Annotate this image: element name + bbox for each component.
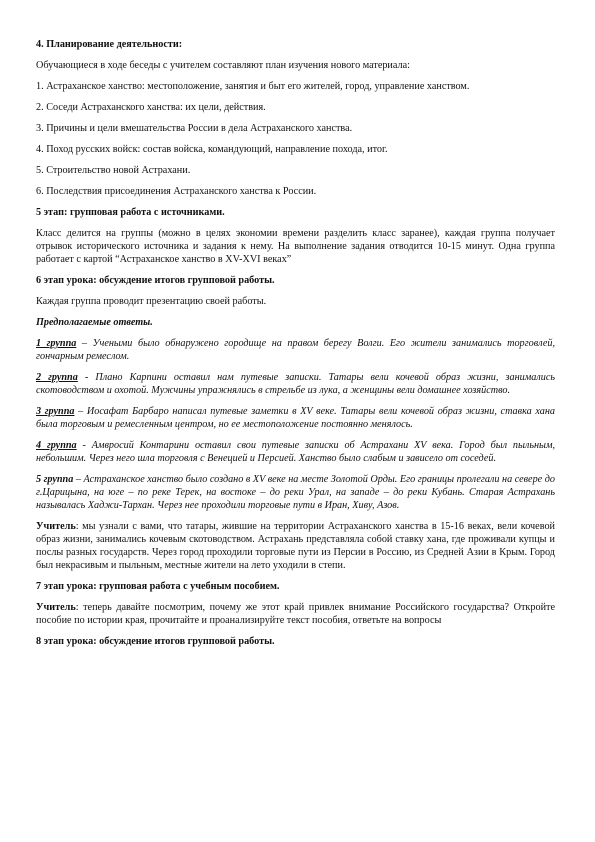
- group-label: 4 группа: [36, 440, 77, 451]
- plan-item-4: 4. Поход русских войск: состав войска, командующий, направление похода, итог.: [36, 144, 388, 155]
- teacher-remark-text: : теперь давайте посмотрим, почему же этот край привлек внимание Российского государства? Откройте пособие по истории края, прочитайте и проанализируйте текст пособия, ответьте на вопросы: [36, 602, 555, 626]
- group-label: 1 группа: [36, 338, 77, 349]
- group-label: 3 группа: [36, 406, 75, 417]
- group-answer-1: [36, 337, 555, 363]
- group-label: 5 группа: [36, 474, 74, 485]
- stage4-intro: Обучающиеся в ходе беседы с учителем составляют план изучения нового материала:: [36, 60, 410, 71]
- plan-item-3: 3. Причины и цели вмешательства России в дела Астраханского ханства.: [36, 123, 353, 134]
- stage5-text: Класс делится на группы (можно в целях экономии времени разделить класс заранее), каждая группа получает отрывок исторического источника и задания к нему. На выполнение задания отводится 10-15 минут. Одна группа работает с картой “Астраханское ханство в XV-XVI веках”: [36, 228, 555, 265]
- group-answer-text: – Учеными было обнаружено городище на правом берегу Волги. Его жители занимались торговлей, гончарным ремеслом.: [36, 338, 555, 362]
- group-answer-5: [36, 473, 555, 512]
- teacher-label: Учитель: [36, 521, 76, 532]
- stage6-text: Каждая группа проводит презентацию своей работы.: [36, 296, 267, 307]
- group-answer-text: - Амвросий Контарини оставил свои путевые записки об Астрахани XV века. Город был пыльным, небольшим. Через него шла торговля с Венецией и Персией. Ханство было слабым и зависело от соседей.: [36, 440, 555, 464]
- group-label: 2 группа: [36, 372, 78, 383]
- stage8-heading: 8 этап урока: обсуждение итогов групповой работы.: [36, 636, 275, 647]
- plan-item-2: 2. Соседи Астраханского ханства: их цели, действия.: [36, 102, 266, 113]
- group-answer-text: – Иосафат Барбаро написал путевые заметки в XV веке. Татары вели кочевой образ жизни, ставка хана была торговым и ремесленным центром, но ее местоположение постоянно менялось.: [36, 406, 555, 430]
- plan-item-5: 5. Строительство новой Астрахани.: [36, 165, 191, 176]
- group-answer-4: [36, 439, 555, 465]
- stage6-heading: 6 этап урока: обсуждение итогов групповой работы.: [36, 275, 275, 286]
- stage7-heading: 7 этап урока: групповая работа с учебным пособием.: [36, 581, 280, 592]
- group-answer-3: [36, 405, 555, 431]
- group-answer-text: – Астраханское ханство было создано в XV веке на месте Золотой Орды. Его границы пролегали на севере до г.Царицына, на юге – по реке Терек, на востоке – до реки Урал, на западе – до реки Кубань. Старая Астрахань называлась Хаджи-Тархан. Через нее проходили торговые пути в Иран, Хиву, Азов.: [36, 474, 555, 511]
- stage5-heading: 5 этап: групповая работа с источниками.: [36, 207, 225, 218]
- plan-item-6: 6. Последствия присоединения Астраханского ханства к России.: [36, 186, 317, 197]
- teacher-remark-text: : мы узнали с вами, что татары, жившие на территории Астраханского ханства в 15-16 веках, вели кочевой образ жизни, занимались кочевым скотоводством. Астрахань представляла собой ставку хана, где проживали купцы и послы разных государств. Через город проходили торговые пути из Персии в Россию, из Средней Азии в Крым. Город был некрасивым и пыльным, местные жители на лето уходили в степи.: [36, 521, 555, 571]
- group-answer-text: - Плано Карпини оставил нам путевые записки. Татары вели кочевой образ жизни, занимались скотоводством и охотой. Мужчины упражнялись в стрельбе из лука, а женщины вели домашнее хозяйство.: [36, 372, 555, 396]
- teacher-remark-1: [36, 520, 555, 572]
- plan-item-1: 1. Астраханское ханство: местоположение, занятия и быт его жителей, город, управление ханством.: [36, 81, 470, 92]
- stage4-heading: 4. Планирование деятельности:: [36, 39, 183, 50]
- teacher-label: Учитель: [36, 602, 76, 613]
- group-answer-2: [36, 371, 555, 397]
- answers-heading: Предполагаемые ответы.: [36, 317, 153, 328]
- teacher-remark-2: [36, 601, 555, 627]
